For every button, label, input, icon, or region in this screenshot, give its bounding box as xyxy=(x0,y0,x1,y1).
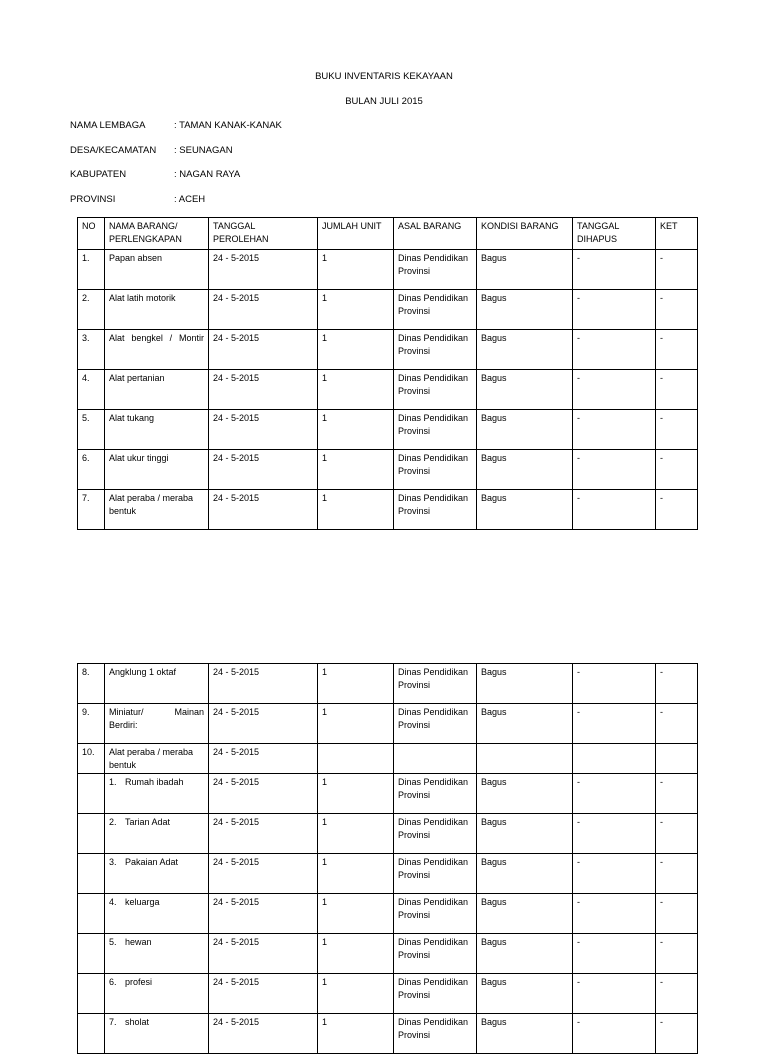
document-title: BUKU INVENTARIS KEKAYAAN xyxy=(315,71,453,82)
row-note: - xyxy=(656,490,698,530)
table-subitem-row xyxy=(78,894,698,934)
row-condition: Bagus xyxy=(477,934,573,974)
header-origin: ASAL BARANG xyxy=(394,218,477,250)
row-origin: Dinas Pendidikan Provinsi xyxy=(394,774,477,814)
row-no: 1. xyxy=(78,250,105,290)
row-deleted: - xyxy=(573,974,656,1014)
row-condition: Bagus xyxy=(477,290,573,330)
row-no: 7. xyxy=(78,490,105,530)
subitem-label: Tarian Adat xyxy=(125,817,171,827)
row-no: 2. xyxy=(78,290,105,330)
subitem-number: 5. xyxy=(109,937,117,947)
table-subitem-row xyxy=(78,814,698,854)
row-qty: 1 xyxy=(318,410,394,450)
row-deleted: - xyxy=(573,934,656,974)
subitem-number: 6. xyxy=(109,977,117,987)
row-condition: Bagus xyxy=(477,774,573,814)
row-qty: 1 xyxy=(318,664,394,704)
subitem-label: keluarga xyxy=(125,897,160,907)
row-no: 9. xyxy=(78,704,105,744)
meta-key: DESA/KECAMATAN xyxy=(70,145,157,156)
row-condition: Bagus xyxy=(477,664,573,704)
row-origin: Dinas Pendidikan Provinsi xyxy=(394,814,477,854)
row-deleted: - xyxy=(573,250,656,290)
row-date: 24 - 5-2015 xyxy=(209,894,318,934)
row-note: - xyxy=(656,814,698,854)
row-no xyxy=(78,1014,105,1054)
row-qty: 1 xyxy=(318,330,394,370)
row-qty xyxy=(318,744,394,774)
header-note: KET xyxy=(656,218,698,250)
row-origin: Dinas Pendidikan Provinsi xyxy=(394,854,477,894)
table-subitem-row xyxy=(78,1014,698,1054)
row-note xyxy=(656,744,698,774)
row-date: 24 - 5-2015 xyxy=(209,814,318,854)
subitem-label: sholat xyxy=(125,1017,150,1027)
table-subitem-row xyxy=(78,974,698,1014)
row-deleted: - xyxy=(573,664,656,704)
row-condition: Bagus xyxy=(477,330,573,370)
row-date: 24 - 5-2015 xyxy=(209,490,318,530)
table-row xyxy=(78,290,698,330)
subitem-number: 1. xyxy=(109,777,117,787)
row-item-name xyxy=(105,854,209,894)
table-row xyxy=(78,450,698,490)
header-date: TANGGAL PEROLEHAN xyxy=(209,218,318,250)
row-note: - xyxy=(656,370,698,410)
row-note: - xyxy=(656,250,698,290)
row-note: - xyxy=(656,774,698,814)
table-header-row xyxy=(78,218,698,250)
row-no xyxy=(78,774,105,814)
row-item-name: Miniatur/ Mainan Berdiri: xyxy=(105,704,209,744)
meta-value: : TAMAN KANAK-KANAK xyxy=(174,120,282,131)
row-date: 24 - 5-2015 xyxy=(209,410,318,450)
row-no: 8. xyxy=(78,664,105,704)
table-row xyxy=(78,664,698,704)
row-no xyxy=(78,814,105,854)
row-no xyxy=(78,854,105,894)
document-subtitle: BULAN JULI 2015 xyxy=(345,96,423,107)
header-qty: JUMLAH UNIT xyxy=(318,218,394,250)
meta-row xyxy=(70,120,282,131)
header-name: NAMA BARANG/ PERLENGKAPAN xyxy=(105,218,209,250)
row-note: - xyxy=(656,410,698,450)
row-date: 24 - 5-2015 xyxy=(209,934,318,974)
subitem-number: 3. xyxy=(109,857,117,867)
row-note: - xyxy=(656,1014,698,1054)
row-deleted: - xyxy=(573,450,656,490)
row-note: - xyxy=(656,330,698,370)
row-condition: Bagus xyxy=(477,704,573,744)
row-deleted: - xyxy=(573,854,656,894)
row-item-name: Angklung 1 oktaf xyxy=(105,664,209,704)
meta-key: NAMA LEMBAGA xyxy=(70,120,146,131)
row-origin: Dinas Pendidikan Provinsi xyxy=(394,934,477,974)
row-item-name: Alat peraba / meraba bentuk xyxy=(105,490,209,530)
row-item-name: Papan absen xyxy=(105,250,209,290)
subitem-label: Pakaian Adat xyxy=(125,857,179,867)
row-condition: Bagus xyxy=(477,814,573,854)
row-origin: Dinas Pendidikan Provinsi xyxy=(394,490,477,530)
meta-value: : NAGAN RAYA xyxy=(174,169,241,180)
row-condition: Bagus xyxy=(477,370,573,410)
row-no: 5. xyxy=(78,410,105,450)
table-row xyxy=(78,704,698,744)
row-no: 4. xyxy=(78,370,105,410)
row-condition: Bagus xyxy=(477,450,573,490)
row-item-name xyxy=(105,814,209,854)
table-row xyxy=(78,410,698,450)
row-origin: Dinas Pendidikan Provinsi xyxy=(394,664,477,704)
row-condition: Bagus xyxy=(477,1014,573,1054)
row-note: - xyxy=(656,934,698,974)
inventory-table-page2 xyxy=(77,663,698,1054)
meta-row xyxy=(70,194,205,205)
header-no: NO xyxy=(78,218,105,250)
table-row xyxy=(78,330,698,370)
row-note: - xyxy=(656,854,698,894)
row-date: 24 - 5-2015 xyxy=(209,974,318,1014)
row-note: - xyxy=(656,894,698,934)
row-qty: 1 xyxy=(318,774,394,814)
row-qty: 1 xyxy=(318,450,394,490)
row-condition: Bagus xyxy=(477,490,573,530)
row-origin: Dinas Pendidikan Provinsi xyxy=(394,450,477,490)
row-deleted: - xyxy=(573,894,656,934)
row-deleted: - xyxy=(573,774,656,814)
meta-value: : ACEH xyxy=(174,194,206,205)
subitem-number: 7. xyxy=(109,1017,117,1027)
row-item-name: Alat latih motorik xyxy=(105,290,209,330)
row-date: 24 - 5-2015 xyxy=(209,664,318,704)
row-no: 10. xyxy=(78,744,105,774)
row-origin xyxy=(394,744,477,774)
row-qty: 1 xyxy=(318,704,394,744)
row-origin: Dinas Pendidikan Provinsi xyxy=(394,290,477,330)
row-deleted: - xyxy=(573,330,656,370)
row-no: 6. xyxy=(78,450,105,490)
row-date: 24 - 5-2015 xyxy=(209,290,318,330)
row-condition: Bagus xyxy=(477,250,573,290)
row-date: 24 - 5-2015 xyxy=(209,744,318,774)
row-date: 24 - 5-2015 xyxy=(209,1014,318,1054)
row-item-name: Alat peraba / meraba bentuk xyxy=(105,744,209,774)
row-no xyxy=(78,894,105,934)
row-deleted: - xyxy=(573,704,656,744)
row-note: - xyxy=(656,974,698,1014)
row-qty: 1 xyxy=(318,1014,394,1054)
table-row xyxy=(78,250,698,290)
row-note: - xyxy=(656,290,698,330)
meta-value: : SEUNAGAN xyxy=(174,145,233,156)
row-deleted: - xyxy=(573,290,656,330)
subitem-label: profesi xyxy=(125,977,153,987)
row-date: 24 - 5-2015 xyxy=(209,250,318,290)
row-origin: Dinas Pendidikan Provinsi xyxy=(394,410,477,450)
row-item-name: Alat ukur tinggi xyxy=(105,450,209,490)
table-row xyxy=(78,370,698,410)
row-item-name xyxy=(105,774,209,814)
meta-key: PROVINSI xyxy=(70,194,116,205)
row-condition: Bagus xyxy=(477,410,573,450)
row-origin: Dinas Pendidikan Provinsi xyxy=(394,974,477,1014)
row-qty: 1 xyxy=(318,814,394,854)
meta-row xyxy=(70,169,240,180)
row-no xyxy=(78,934,105,974)
row-origin: Dinas Pendidikan Provinsi xyxy=(394,704,477,744)
row-condition xyxy=(477,744,573,774)
row-no: 3. xyxy=(78,330,105,370)
row-item-name xyxy=(105,894,209,934)
row-item-name xyxy=(105,1014,209,1054)
row-note: - xyxy=(656,704,698,744)
row-qty: 1 xyxy=(318,250,394,290)
row-origin: Dinas Pendidikan Provinsi xyxy=(394,330,477,370)
row-qty: 1 xyxy=(318,290,394,330)
row-date: 24 - 5-2015 xyxy=(209,450,318,490)
row-qty: 1 xyxy=(318,370,394,410)
row-date: 24 - 5-2015 xyxy=(209,854,318,894)
row-deleted: - xyxy=(573,370,656,410)
table-subitem-row xyxy=(78,854,698,894)
subitem-label: hewan xyxy=(125,937,152,947)
table-subitem-row xyxy=(78,934,698,974)
row-deleted: - xyxy=(573,814,656,854)
subitem-number: 2. xyxy=(109,817,117,827)
row-deleted xyxy=(573,744,656,774)
row-no xyxy=(78,974,105,1014)
row-qty: 1 xyxy=(318,854,394,894)
row-date: 24 - 5-2015 xyxy=(209,330,318,370)
row-origin: Dinas Pendidikan Provinsi xyxy=(394,250,477,290)
table-subitem-row xyxy=(78,774,698,814)
row-deleted: - xyxy=(573,410,656,450)
row-condition: Bagus xyxy=(477,974,573,1014)
row-item-name: Alat bengkel / Montir xyxy=(105,330,209,370)
row-deleted: - xyxy=(573,1014,656,1054)
header-deleted: TANGGAL DIHAPUS xyxy=(573,218,656,250)
row-qty: 1 xyxy=(318,934,394,974)
row-date: 24 - 5-2015 xyxy=(209,774,318,814)
table-row xyxy=(78,744,698,774)
row-note: - xyxy=(656,664,698,704)
inventory-table-page1 xyxy=(77,217,698,530)
row-date: 24 - 5-2015 xyxy=(209,704,318,744)
row-note: - xyxy=(656,450,698,490)
row-deleted: - xyxy=(573,490,656,530)
row-item-name xyxy=(105,934,209,974)
meta-row xyxy=(70,145,233,156)
row-qty: 1 xyxy=(318,490,394,530)
subitem-label: Rumah ibadah xyxy=(125,777,184,787)
row-origin: Dinas Pendidikan Provinsi xyxy=(394,370,477,410)
row-qty: 1 xyxy=(318,894,394,934)
row-item-name xyxy=(105,974,209,1014)
meta-key: KABUPATEN xyxy=(70,169,127,180)
table-row xyxy=(78,490,698,530)
subitem-number: 4. xyxy=(109,897,117,907)
row-origin: Dinas Pendidikan Provinsi xyxy=(394,1014,477,1054)
row-date: 24 - 5-2015 xyxy=(209,370,318,410)
row-qty: 1 xyxy=(318,974,394,1014)
row-condition: Bagus xyxy=(477,854,573,894)
row-origin: Dinas Pendidikan Provinsi xyxy=(394,894,477,934)
row-item-name: Alat tukang xyxy=(105,410,209,450)
row-item-name: Alat pertanian xyxy=(105,370,209,410)
header-condition: KONDISI BARANG xyxy=(477,218,573,250)
row-condition: Bagus xyxy=(477,894,573,934)
